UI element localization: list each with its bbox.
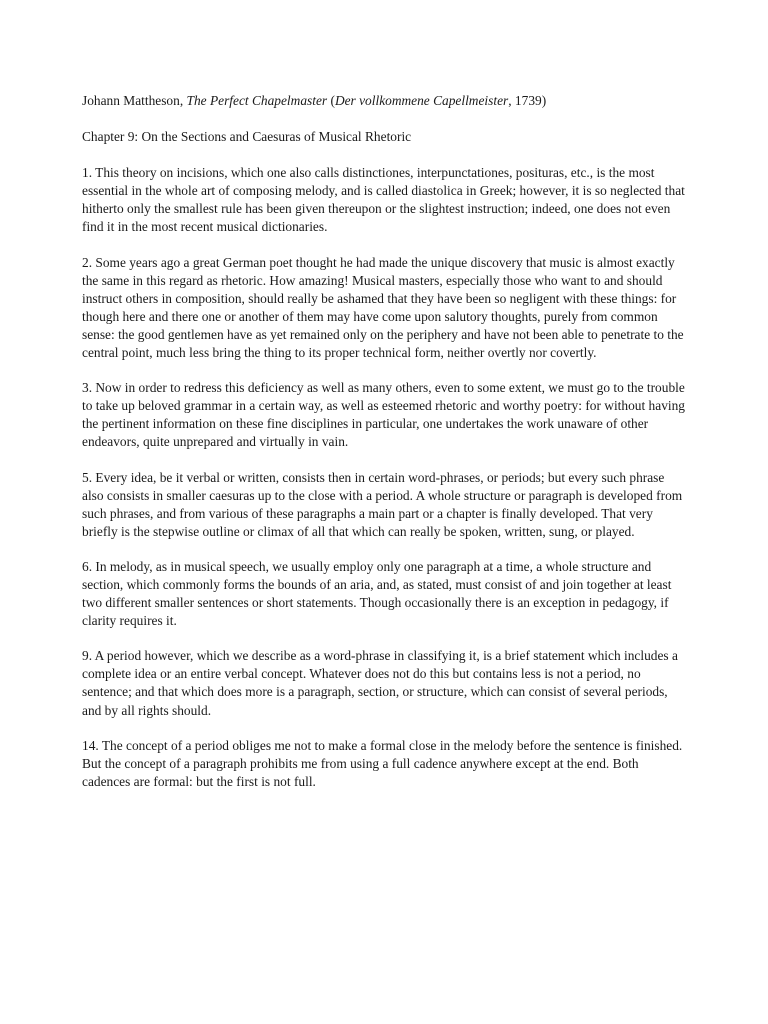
paragraph-6: 6. In melody, as in musical speech, we usually employ only one paragraph at a time, a whole structure and section, which commonly forms the bounds of an aria, and, as stated, must consist of and join together at least two different smaller sentences or short statements. Though occasionally there is an exception in pedagogy, if clarity requires it. — [82, 558, 672, 629]
document-header — [82, 92, 686, 110]
paragraph-5: 5. Every idea, be it verbal or written, consists then in certain word-phrases, or periods; but every such phrase also consists in smaller caesuras up to the close with a period. A whole structure or paragraph is developed from such phrases, and from various of these paragraphs a main part or a chapter is finally developed. That very briefly is the stepwise outline or climax of all that which can really be spoken, written, sung, or played. — [82, 469, 683, 539]
original-title: Der vollkommene Capellmeister — [334, 93, 509, 108]
year-suffix: , 1739) — [508, 93, 547, 108]
paragraph-3: 3. Now in order to redress this deficiency as well as many others, even to some extent, we must go to the trouble to take up beloved grammar in a certain way, as well as esteemed rhetoric and worthy poetry: for without having the pertinent information on these fine disciplines in particular, one undertakes the work unaware of other endeavors, quite unprepared and virtually in vain. — [82, 380, 685, 450]
author-name: Johann Mattheson, — [82, 93, 184, 108]
work-title: The Perfect Chapelmaster — [186, 93, 328, 108]
paragraph-9: 9. A period however, which we describe as a word-phrase in classifying it, is a brief statement which includes a complete idea or an entire verbal concept. Whatever does not do this but contains less is not a period, no sentence; and that which does more is a paragraph, section, or structure, which can consist of several periods, and by all rights should. — [82, 648, 678, 718]
chapter-heading: Chapter 9: On the Sections and Caesuras of Musical Rhetoric — [82, 129, 412, 145]
paragraph-1: 1. This theory on incisions, which one also calls distinctiones, interpunctationes, posituras, etc., is the most essential in the whole art of composing melody, and is called diastolica in Greek; however, it is so neglected that hitherto only the smallest rule has been given thereupon or the slightest instruction; indeed, one does not even find it in the most recent musical dictionaries. — [82, 165, 685, 235]
paren-open: ( — [330, 93, 335, 108]
paragraph-14: 14. The concept of a period obliges me not to make a formal close in the melody before the sentence is finished. But the concept of a paragraph prohibits me from using a full cadence anywhere except at the end. Both cadences are formal: but the first is not full. — [82, 737, 683, 789]
document-page — [82, 92, 686, 808]
paragraph-2: 2. Some years ago a great German poet thought he had made the unique discovery that music is almost exactly the same in this regard as rhetoric. How amazing! Musical masters, especially those who want to and should instruct others in composition, should really be ashamed that they have been so negligent with these things: for though here and there one or another of them may have come upon salutory thoughts, purely from common sense: the good gentlemen have as yet remained only on the periphery and have not been able to penetrate to the central point, much less bring the thing to its proper technical form, neither overtly nor covertly. — [82, 254, 684, 361]
